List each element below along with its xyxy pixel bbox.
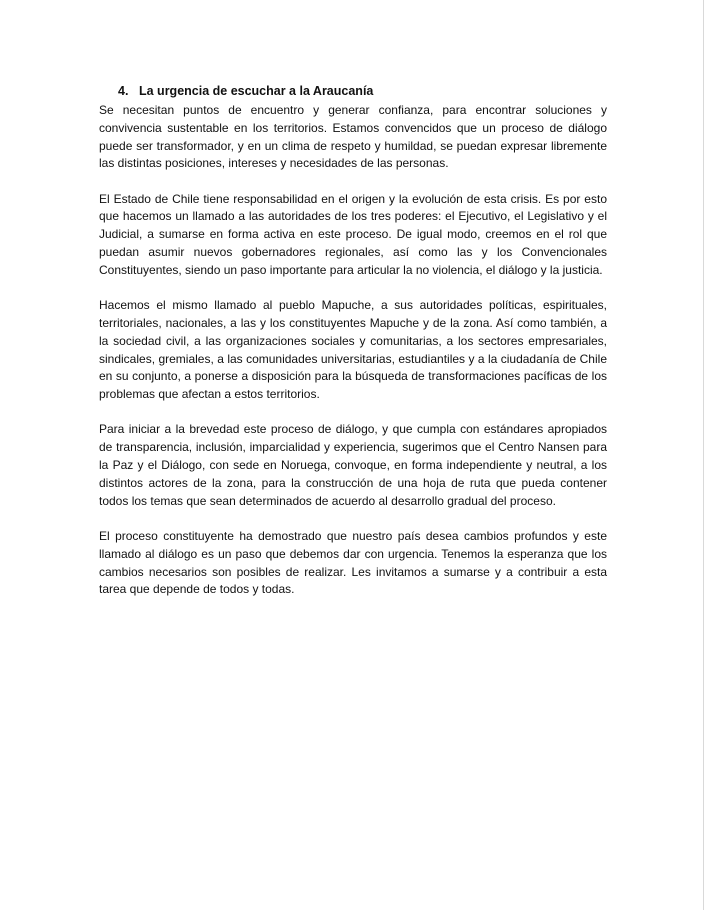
section-title: La urgencia de escuchar a la Araucanía xyxy=(139,84,374,98)
paragraph-5: El proceso constituyente ha demostrado que nuestro país desea cambios profundos y este llamado al diálogo es un paso que debemos dar con urgencia. Tenemos la esperanza que los cambios necesarios son posibles de realizar. Les invitamos a sumarse y a contribuir a esta tarea que depende de todos y todas. xyxy=(99,528,607,597)
paragraph-4: Para iniciar a la brevedad este proceso de diálogo, y que cumpla con estándares apropiados de transparencia, inclusión, imparcialidad y experiencia, sugerimos que el Centro Nansen para la Paz y el Diálogo, con sede en Noruega, convoque, en forma independiente y neutral, a los distintos actores de la zona, para la construcción de una hoja de ruta que pueda contener todos los temas que sean determinados de acuerdo al desarrollo gradual del proceso. xyxy=(99,422,607,508)
paragraph-1: Se necesitan puntos de encuentro y generar confianza, para encontrar soluciones y convivencia sustentable en los territorios. Estamos convencidos que un proceso de diálogo puede ser transformador, y en un clima de respeto y humildad, se puedan expresar libremente las distintas posiciones, intereses y necesidades de las personas. xyxy=(99,103,607,171)
section-heading xyxy=(118,82,607,100)
paragraph-2: El Estado de Chile tiene responsabilidad en el origen y la evolución de esta crisis. Es por esto que hacemos un llamado a las autoridades de los tres poderes: el Ejecutivo, el Legislativo y el Judicial, a sumarse en forma activa en este proceso. De igual modo, creemos en el rol que puedan asumir nuevos gobernadores regionales, así como las y los Convencionales Constituyentes, siendo un paso importante para articular la no violencia, el diálogo y la justicia. xyxy=(99,191,607,277)
paragraph-3: Hacemos el mismo llamado al pueblo Mapuche, a sus autoridades políticas, espirituales, territoriales, nacionales, a las y los constituyentes Mapuche y de la zona. Así como también, a la sociedad civil, a las organizaciones sociales y comunitarias, a los sectores empresariales, sindicales, gremiales, a las comunidades universitarias, estudiantiles y a la ciudadanía de Chile en su conjunto, a ponerse a disposición para la búsqueda de transformaciones pacíficas de los problemas que afectan a estos territorios. xyxy=(99,298,607,402)
section-number: 4. xyxy=(118,84,129,98)
document-body xyxy=(99,82,607,617)
